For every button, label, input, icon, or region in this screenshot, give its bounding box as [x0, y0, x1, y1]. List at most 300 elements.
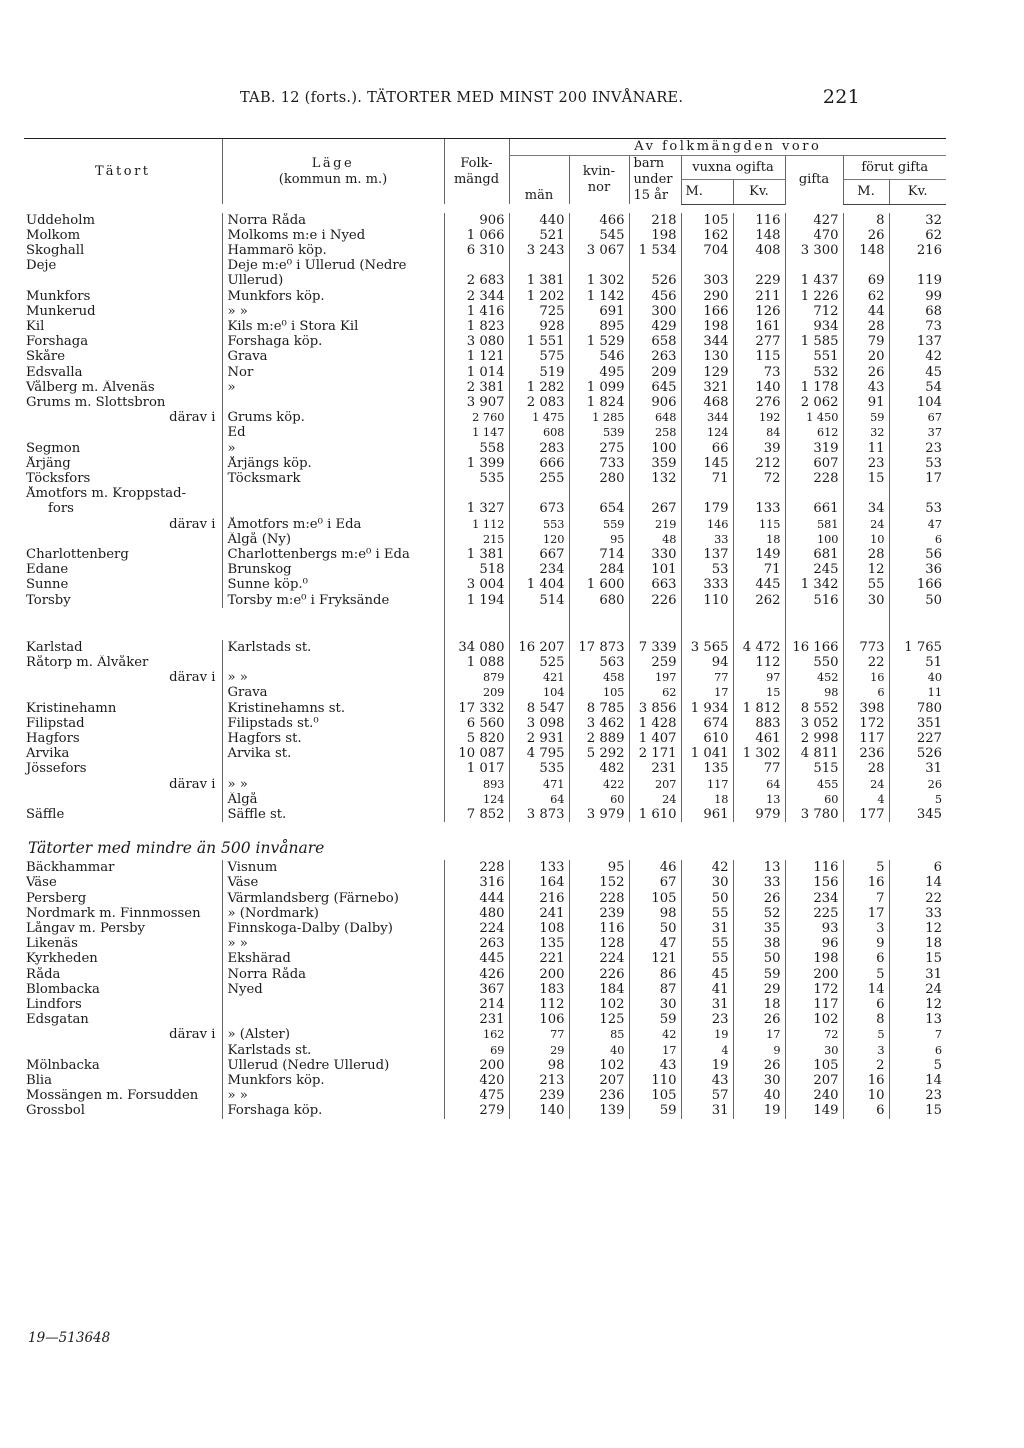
cell-value: 33: [733, 875, 785, 890]
cell-value: 17: [889, 471, 946, 486]
cell-value: 458: [569, 670, 629, 685]
lage-name: Väse: [222, 875, 444, 890]
cell-value: 7 852: [444, 807, 509, 822]
cell-value: 1 551: [509, 334, 569, 349]
cell-value: 1 823: [444, 319, 509, 334]
cell-value: 263: [444, 936, 509, 951]
cell-value: 55: [681, 906, 733, 921]
lage-name: Finnskoga-Dalby (Dalby): [222, 921, 444, 936]
cell-value: 31: [681, 921, 733, 936]
cell-value: 149: [785, 1103, 843, 1118]
lage-name: Töcksmark: [222, 471, 444, 486]
cell-value: 10: [843, 1088, 889, 1103]
cell-value: 98: [629, 906, 681, 921]
cell-value: 344: [681, 410, 733, 425]
lage-name: Molkoms m:e i Nyed: [222, 228, 444, 243]
cell-value: 879: [444, 670, 509, 685]
cell-value: 3: [843, 1043, 889, 1058]
cell-value: 3 979: [569, 807, 629, 822]
cell-value: 17 873: [569, 640, 629, 655]
table-row: [24, 304, 946, 319]
table-row: [24, 517, 946, 532]
cell-value: 47: [629, 936, 681, 951]
cell-value: 11: [889, 685, 946, 700]
tatort-name: Segmon: [26, 440, 81, 456]
lage-name: Hammarö köp.: [222, 243, 444, 258]
cell-value: 19: [733, 1103, 785, 1118]
tatort-name: Hagfors: [26, 731, 80, 746]
cell-value: 197: [629, 670, 681, 685]
cell-value: 59: [843, 410, 889, 425]
cell-value: 50: [889, 593, 946, 608]
cell-value: 59: [629, 1012, 681, 1027]
table-row: [24, 456, 946, 471]
tatort-name: Blia: [26, 1073, 52, 1089]
cell-value: 18: [733, 997, 785, 1012]
lage-name: [222, 997, 444, 1012]
cell-value: 420: [444, 1073, 509, 1088]
tatort-name: fors: [48, 501, 74, 517]
lage-name: [222, 501, 444, 516]
tatort-name: därav i: [169, 1027, 216, 1043]
tatort-name: Edane: [26, 562, 69, 578]
cell-value: 9: [733, 1043, 785, 1058]
cell-value: 6: [843, 997, 889, 1012]
cell-value: 563: [569, 655, 629, 670]
cell-value: 1 934: [681, 701, 733, 716]
cell-value: 648: [629, 410, 681, 425]
table-row: [24, 319, 946, 334]
tatort-name: Kyrkheden: [26, 951, 98, 967]
cell-value: 29: [733, 982, 785, 997]
cell-value: 23: [889, 441, 946, 456]
cell-value: 681: [785, 547, 843, 562]
table-row: [24, 655, 946, 670]
lage-name: Nor: [222, 365, 444, 380]
table-row: [24, 807, 946, 822]
cell-value: 1 381: [509, 273, 569, 288]
cell-value: 8 785: [569, 701, 629, 716]
cell-value: 39: [733, 441, 785, 456]
col-folkmangd-line1: Folk-: [460, 155, 493, 171]
cell-value: 6: [889, 1043, 946, 1058]
cell-value: 148: [733, 228, 785, 243]
tatort-name: Bäckhammar: [26, 860, 115, 876]
table-row: [24, 365, 946, 380]
tatort-name: Skåre: [26, 349, 65, 365]
cell-value: 658: [629, 334, 681, 349]
tatort-name: [24, 532, 222, 547]
cell-value: 5: [889, 792, 946, 807]
cell-value: 1 765: [889, 640, 946, 655]
table-row: [24, 1027, 946, 1042]
col-vuxna-kv: Kv.: [733, 180, 785, 204]
cell-value: 17: [681, 685, 733, 700]
cell-value: 129: [681, 365, 733, 380]
cell-value: [681, 486, 733, 501]
table-row: [24, 228, 946, 243]
table-row: [24, 997, 946, 1012]
lage-name: Munkfors köp.: [222, 289, 444, 304]
cell-value: 26: [733, 891, 785, 906]
cell-value: 125: [569, 1012, 629, 1027]
table-row: [24, 982, 946, 997]
cell-value: 456: [629, 289, 681, 304]
col-folkmangd: [444, 139, 509, 205]
lage-name: » (Alster): [222, 1027, 444, 1042]
cell-value: 130: [681, 349, 733, 364]
cell-value: 12: [889, 997, 946, 1012]
col-forut: förut gifta: [843, 156, 946, 180]
lage-name: Ed: [222, 425, 444, 440]
cell-value: 258: [629, 425, 681, 440]
cell-value: 226: [569, 967, 629, 982]
table-row: [24, 731, 946, 746]
cell-value: 32: [843, 425, 889, 440]
cell-value: 115: [733, 517, 785, 532]
lage-name: Forshaga köp.: [222, 1103, 444, 1118]
cell-value: 200: [509, 967, 569, 982]
table-row: [24, 716, 946, 731]
cell-value: [569, 258, 629, 273]
cell-value: 67: [629, 875, 681, 890]
cell-value: [629, 258, 681, 273]
cell-value: 33: [889, 906, 946, 921]
cell-value: 200: [785, 967, 843, 982]
cell-value: 36: [889, 562, 946, 577]
cell-value: 704: [681, 243, 733, 258]
col-vuxna: vuxna ogifta: [681, 156, 785, 180]
population-table: [24, 138, 946, 1119]
cell-value: 475: [444, 1088, 509, 1103]
cell-value: 121: [629, 951, 681, 966]
cell-value: 1 121: [444, 349, 509, 364]
cell-value: 227: [889, 731, 946, 746]
cell-value: 77: [681, 670, 733, 685]
lage-name: [222, 1012, 444, 1027]
cell-value: 200: [444, 1058, 509, 1073]
cell-value: 209: [444, 685, 509, 700]
cell-value: 5 820: [444, 731, 509, 746]
cell-value: 6: [843, 951, 889, 966]
cell-value: 906: [444, 213, 509, 228]
cell-value: 18: [681, 792, 733, 807]
tatort-name: Skoghall: [26, 242, 85, 258]
cell-value: 66: [681, 441, 733, 456]
lage-name: Värmlandsberg (Färnebo): [222, 891, 444, 906]
cell-value: 4 795: [509, 746, 569, 761]
cell-value: 91: [843, 395, 889, 410]
cell-value: 267: [629, 501, 681, 516]
col-vuxna-m: M.: [681, 180, 733, 204]
table-row: [24, 670, 946, 685]
cell-value: 525: [509, 655, 569, 670]
cell-value: 11: [843, 441, 889, 456]
cell-value: 1 041: [681, 746, 733, 761]
cell-value: 26: [843, 228, 889, 243]
table-row: [24, 577, 946, 592]
cell-value: 110: [629, 1073, 681, 1088]
cell-value: 16 207: [509, 640, 569, 655]
cell-value: 115: [733, 349, 785, 364]
cell-value: 2 381: [444, 380, 509, 395]
cell-value: 40: [889, 670, 946, 685]
cell-value: 516: [785, 593, 843, 608]
cell-value: 440: [509, 213, 569, 228]
cell-value: 98: [509, 1058, 569, 1073]
cell-value: 1 437: [785, 273, 843, 288]
cell-value: 64: [733, 777, 785, 792]
cell-value: 1 812: [733, 701, 785, 716]
cell-value: 666: [509, 456, 569, 471]
cell-value: 236: [843, 746, 889, 761]
tatort-name: Torsby: [26, 592, 71, 608]
cell-value: 53: [889, 501, 946, 516]
section-gap: [24, 608, 946, 640]
lage-name: »: [222, 380, 444, 395]
cell-value: 52: [733, 906, 785, 921]
cell-value: 15: [889, 1103, 946, 1118]
cell-value: 117: [785, 997, 843, 1012]
cell-value: 43: [843, 380, 889, 395]
cell-value: 16 166: [785, 640, 843, 655]
tatort-name: [24, 792, 222, 807]
lage-name: [222, 761, 444, 776]
section-title: Tätorter med mindre än 500 invånare: [28, 839, 325, 858]
cell-value: 23: [889, 1088, 946, 1103]
cell-value: 100: [785, 532, 843, 547]
cell-value: 1 202: [509, 289, 569, 304]
cell-value: 13: [733, 792, 785, 807]
cell-value: 59: [733, 967, 785, 982]
tatort-name: Grossbol: [26, 1103, 85, 1119]
cell-value: 1 147: [444, 425, 509, 440]
tatort-name: Nordmark m. Finnmossen: [26, 905, 201, 921]
tatort-name: Karlstad: [26, 639, 83, 655]
lage-name: Nyed: [222, 982, 444, 997]
cell-value: 3 300: [785, 243, 843, 258]
cell-value: 2 083: [509, 395, 569, 410]
cell-value: 19: [681, 1058, 733, 1073]
lage-name: Norra Råda: [222, 213, 444, 228]
table-row: [24, 746, 946, 761]
cell-value: 1 416: [444, 304, 509, 319]
cell-value: 1 342: [785, 577, 843, 592]
cell-value: 117: [681, 777, 733, 792]
cell-value: 128: [569, 936, 629, 951]
cell-value: 608: [509, 425, 569, 440]
cell-value: 53: [889, 456, 946, 471]
lage-name: Ekshärad: [222, 951, 444, 966]
lage-name: Deje m:e⁰ i Ullerud (Nedre: [222, 258, 444, 273]
col-barn-line2: under: [633, 172, 673, 187]
cell-value: 26: [843, 365, 889, 380]
cell-value: 16: [843, 1073, 889, 1088]
cell-value: 654: [569, 501, 629, 516]
tatort-name: Jössefors: [26, 761, 87, 777]
cell-value: 177: [843, 807, 889, 822]
cell-value: 224: [569, 951, 629, 966]
cell-value: 1 428: [629, 716, 681, 731]
cell-value: 12: [843, 562, 889, 577]
lage-name: Älgå: [222, 792, 444, 807]
cell-value: 3 907: [444, 395, 509, 410]
cell-value: 6 560: [444, 716, 509, 731]
cell-value: 16: [843, 670, 889, 685]
cell-value: 68: [889, 304, 946, 319]
cell-value: 1 381: [444, 547, 509, 562]
cell-value: 231: [629, 761, 681, 776]
lage-name: [222, 395, 444, 410]
cell-value: 1 610: [629, 807, 681, 822]
cell-value: 211: [733, 289, 785, 304]
tatort-name: Åmotfors m. Kroppstad-: [26, 486, 187, 502]
cell-value: 149: [733, 547, 785, 562]
cell-value: 8: [843, 1012, 889, 1027]
cell-value: 667: [509, 547, 569, 562]
cell-value: 1 824: [569, 395, 629, 410]
cell-value: [889, 258, 946, 273]
cell-value: 31: [889, 761, 946, 776]
cell-value: 1 399: [444, 456, 509, 471]
cell-value: 535: [509, 761, 569, 776]
cell-value: 34 080: [444, 640, 509, 655]
lage-name: Munkfors köp.: [222, 1073, 444, 1088]
cell-value: 1 088: [444, 655, 509, 670]
cell-value: 7: [843, 891, 889, 906]
cell-value: [843, 258, 889, 273]
cell-value: 553: [509, 517, 569, 532]
cell-value: 17: [733, 1027, 785, 1042]
cell-value: [629, 486, 681, 501]
lage-name: Kils m:e⁰ i Stora Kil: [222, 319, 444, 334]
tatort-name: [24, 425, 222, 440]
lage-name: [222, 486, 444, 501]
cell-value: 77: [509, 1027, 569, 1042]
table-row: [24, 860, 946, 875]
cell-value: 663: [629, 577, 681, 592]
cell-value: [785, 258, 843, 273]
lage-name: Årjängs köp.: [222, 456, 444, 471]
table-row: [24, 441, 946, 456]
cell-value: 518: [444, 562, 509, 577]
cell-value: 133: [733, 501, 785, 516]
cell-value: 105: [569, 685, 629, 700]
table-row: [24, 593, 946, 608]
cell-value: 192: [733, 410, 785, 425]
cell-value: 102: [785, 1012, 843, 1027]
cell-value: 1 194: [444, 593, 509, 608]
cell-value: 62: [843, 289, 889, 304]
cell-value: 17: [629, 1043, 681, 1058]
cell-value: 112: [509, 997, 569, 1012]
cell-value: 43: [629, 1058, 681, 1073]
col-forut-m: M.: [843, 180, 889, 204]
cell-value: 275: [569, 441, 629, 456]
cell-value: 54: [889, 380, 946, 395]
cell-value: 86: [629, 967, 681, 982]
cell-value: 35: [733, 921, 785, 936]
lage-name: » (Nordmark): [222, 906, 444, 921]
cell-value: 344: [681, 334, 733, 349]
tatort-name: Deje: [26, 258, 57, 274]
cell-value: 14: [843, 982, 889, 997]
cell-value: 69: [843, 273, 889, 288]
table-row: [24, 289, 946, 304]
cell-value: 480: [444, 906, 509, 921]
cell-value: 105: [629, 891, 681, 906]
cell-value: 30: [629, 997, 681, 1012]
cell-value: 1 282: [509, 380, 569, 395]
table-row: [24, 380, 946, 395]
cell-value: 140: [509, 1103, 569, 1118]
cell-value: 5: [889, 1058, 946, 1073]
cell-value: 445: [444, 951, 509, 966]
cell-value: 1 017: [444, 761, 509, 776]
cell-value: 906: [629, 395, 681, 410]
cell-value: 71: [681, 471, 733, 486]
cell-value: 26: [733, 1012, 785, 1027]
col-man: män: [509, 156, 569, 205]
cell-value: 733: [569, 456, 629, 471]
table-row: [24, 501, 946, 516]
cell-value: 198: [629, 228, 681, 243]
cell-value: 105: [681, 213, 733, 228]
cell-value: 124: [444, 792, 509, 807]
tatort-name: [24, 1043, 222, 1058]
table-row: [24, 1058, 946, 1073]
cell-value: 279: [444, 1103, 509, 1118]
tatort-name: Charlottenberg: [26, 546, 129, 562]
cell-value: 166: [681, 304, 733, 319]
lage-name: » »: [222, 304, 444, 319]
cell-value: 526: [889, 746, 946, 761]
cell-value: 1 475: [509, 410, 569, 425]
cell-value: 104: [889, 395, 946, 410]
cell-value: 26: [889, 777, 946, 792]
cell-value: 53: [681, 562, 733, 577]
cell-value: [444, 258, 509, 273]
cell-value: 198: [681, 319, 733, 334]
cell-value: 236: [569, 1088, 629, 1103]
cell-value: 1 450: [785, 410, 843, 425]
table-row: [24, 1088, 946, 1103]
cell-value: 9: [843, 936, 889, 951]
cell-value: 239: [509, 1088, 569, 1103]
cell-value: 207: [569, 1073, 629, 1088]
cell-value: 277: [733, 334, 785, 349]
cell-value: 1 407: [629, 731, 681, 746]
cell-value: 32: [889, 213, 946, 228]
lage-name: Grums köp.: [222, 410, 444, 425]
cell-value: 55: [843, 577, 889, 592]
cell-value: 1 600: [569, 577, 629, 592]
cell-value: 57: [681, 1088, 733, 1103]
cell-value: 224: [444, 921, 509, 936]
cell-value: 28: [843, 547, 889, 562]
table-row: [24, 486, 946, 501]
cell-value: 283: [509, 441, 569, 456]
tatort-name: Kristinehamn: [26, 700, 117, 716]
cell-value: 773: [843, 640, 889, 655]
cell-value: 427: [785, 213, 843, 228]
cell-value: 41: [681, 982, 733, 997]
cell-value: 98: [785, 685, 843, 700]
cell-value: 19: [681, 1027, 733, 1042]
cell-value: [889, 486, 946, 501]
cell-value: 40: [733, 1088, 785, 1103]
cell-value: 37: [889, 425, 946, 440]
